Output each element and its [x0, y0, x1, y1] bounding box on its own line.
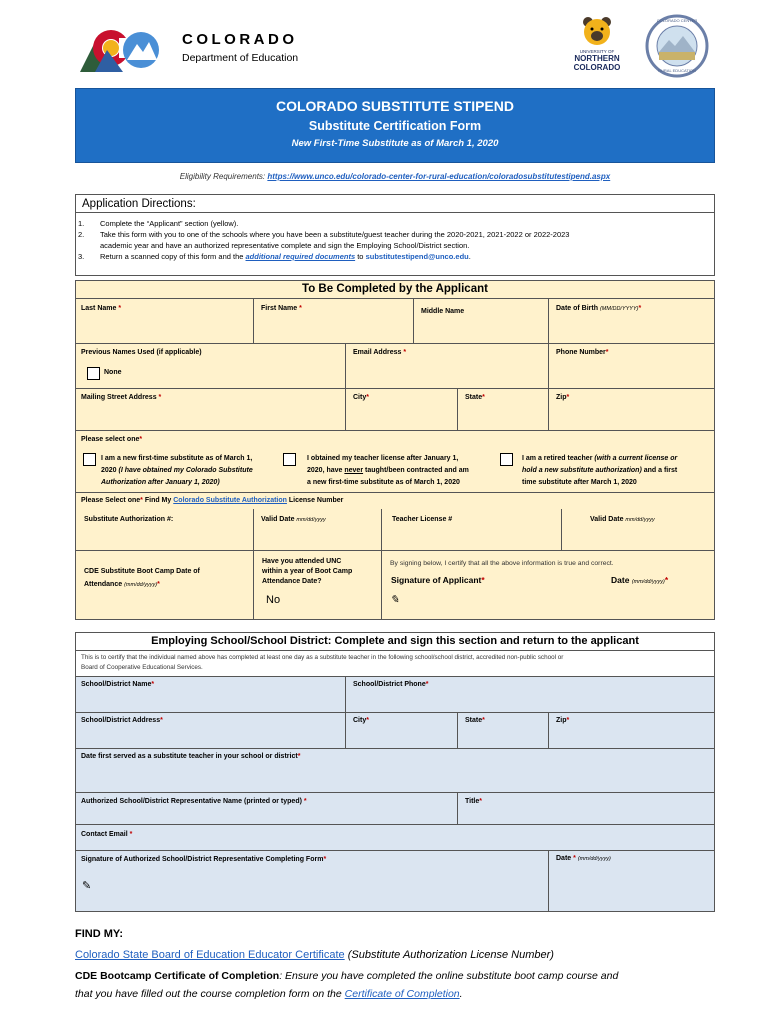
employer-section: Employing School/School District: Complete and sign this section and return to the applicant This is to certify that the individual named above has completed at least one day as a substitute teacher in the following school/school district, accredited non-public school or Board of Cooperative Educational Services. School/District Name* School/District Phone* School/District Address* City* State* Zip* Date first served as a substitute teacher in your school or district* Authorized School/District Representative Name (printed or typed) * Title* Contact Email * Signature of Authorized School/District Representative Completing Form* ✎ Date * (mm/dd/yyyy) — [75, 632, 715, 912]
unc-line1: UNIVERSITY OF — [579, 49, 615, 54]
eligibility-label: Eligibility Requirements: — [179, 172, 266, 181]
option-retired-checkbox[interactable] — [500, 453, 513, 466]
applicant-signature-label: Signature of Applicant* — [391, 575, 485, 585]
form-subtitle: Substitute Certification Form — [308, 119, 482, 133]
direction-item: 2. Take this form with you to one of the schools where you have been a substitute/guest teacher during the 2020-2021, 2021-2022 or 2022-2023 — [78, 230, 570, 239]
unc-line3: COLORADO — [573, 63, 621, 72]
certify-text: By signing below, I certify that all the above information is true and correct. — [390, 560, 614, 567]
sub-authorization-link[interactable]: Colorado Substitute Authorization — [173, 497, 287, 504]
rep-pen-icon[interactable]: ✎ — [82, 880, 92, 892]
rural-education-seal — [645, 14, 709, 78]
find-my-line2: CDE Bootcamp Certificate of Completion: Ensure you have completed the online substitute boot camp course and — [75, 970, 619, 982]
bear-icon — [580, 16, 614, 46]
find-my-section — [75, 924, 715, 1005]
find-my-line3: that you have filled out the course completion form on the Certificate of Completion. — [75, 988, 463, 1000]
form-title: COLORADO SUBSTITUTE STIPEND — [275, 98, 514, 114]
option-new-sub-checkbox[interactable] — [83, 453, 96, 466]
stipend-email-link[interactable]: substitutestipend@unco.edu — [365, 252, 469, 261]
pen-icon[interactable]: ✎ — [390, 594, 400, 606]
unc-logo — [565, 16, 629, 84]
license-prompt: Please Select one* Find My Colorado Substitute Authorization License Number — [81, 497, 344, 504]
title-banner — [75, 88, 715, 163]
eligibility-link[interactable]: https://www.unco.edu/colorado-center-for-rural-education/coloradosubstitutestipend.aspx — [267, 172, 611, 181]
option-retired-label: I am a retired teacher (with a current license or hold a new substitute authorization) and a first time substitute after March 1, 2020 — [522, 455, 678, 486]
required-docs-link[interactable]: additional required documents — [245, 252, 356, 261]
cde-logo-text: CDE — [135, 54, 150, 61]
dept-wordmark: Department of Education — [182, 52, 299, 64]
directions-box — [75, 194, 715, 276]
option-new-sub-label: I am a new first-time substitute as of March 1, 2020 (I have obtained my Colorado Substitute Authorization after January 1, 2020) — [101, 455, 253, 486]
applicant-title: To Be Completed by the Applicant — [76, 281, 714, 299]
school-zip-field[interactable] — [549, 713, 714, 749]
seal-text-bottom: RURAL EDUCATION — [658, 68, 696, 73]
unc-answer[interactable]: No — [266, 594, 281, 606]
eligibility-line — [75, 172, 715, 181]
unc-line2: NORTHERN — [574, 54, 620, 63]
directions-title: Application Directions: — [76, 195, 714, 213]
cde-mountain-icon — [123, 30, 159, 70]
educator-certificate-link[interactable]: Colorado State Board of Education Educator Certificate — [75, 949, 345, 961]
direction-item: 1. Complete the “Applicant” section (yellow). — [78, 219, 239, 228]
direction-item: 3. Return a scanned copy of this form and the additional required documents to substitutestipend@unco.edu. — [78, 252, 471, 261]
colorado-wordmark: COLORADO — [182, 31, 298, 48]
directions-list — [78, 218, 708, 262]
option-license-checkbox[interactable] — [283, 453, 296, 466]
employer-title: Employing School/School District: Complete and sign this section and return to the applicant — [76, 633, 714, 651]
none-checkbox[interactable] — [87, 367, 100, 380]
contact-email-field[interactable] — [76, 825, 714, 851]
direction-item: academic year and have an authorized representative complete and sign the Employing School/District section. — [100, 241, 470, 250]
find-my-line1: Colorado State Board of Education Educator Certificate (Substitute Authorization License Number) — [75, 949, 554, 961]
certificate-completion-link[interactable]: Certificate of Completion — [344, 988, 460, 1000]
seal-text-top: COLORADO CENTER — [656, 18, 698, 23]
applicant-section: To Be Completed by the Applicant Last Name * First Name * Middle Name Date of Birth (MM/DD/YYYY)* Previous Names Used (if applicable) None Email Address * Phone Number* Mailing Street Address * City* State* Zip* Please select one* I am a new first-time substitute as of March 1, 2020 (I have obtained my Colorado Substitute Authorization after January 1, 2020) I obtained my teacher license after January 1, 2020, have never taught/been contracted and am a new first-time substitute as of March 1, 2020 I am a retired teacher (with a current license or hold a new substitute authorization) and a first time substitute after March 1, 2020 Please Select one* Find My Colorado Substitute Authorization License Number Substitute Authorization #: Valid Date mm/dd/yyyy Teacher License # Valid Date mm/dd/yyyy CDE Substitute Boot Camp Date of Attendance (mm/dd/yyyy)* Have you attended UNC within a year of Boot Camp Attendance Date? No By signing below, I certify that all the above information is true and correct. Signature of Applicant* Date (mm/dd/yyyy)* ✎ — [75, 280, 715, 620]
zip-field[interactable] — [549, 389, 714, 431]
form-note: New First-Time Substitute as of March 1, 2020 — [291, 138, 499, 149]
applicant-sig-date-label: Date (mm/dd/yyyy)* — [611, 575, 669, 585]
rep-title-field[interactable] — [458, 793, 714, 825]
colorado-cde-logo — [75, 24, 320, 76]
employer-intro: This is to certify that the individual named above has completed at least one day as a substitute teacher in the following school/school district, accredited non-public school or Board of Cooperative Educational Services. — [76, 651, 714, 677]
find-my-heading: FIND MY: — [75, 928, 124, 940]
option-license-label: I obtained my teacher license after January 1, 2020, have never taught/been contracted and am a new first-time substitute as of March 1, 2020 — [307, 455, 469, 486]
middle-name-field[interactable] — [414, 299, 549, 344]
